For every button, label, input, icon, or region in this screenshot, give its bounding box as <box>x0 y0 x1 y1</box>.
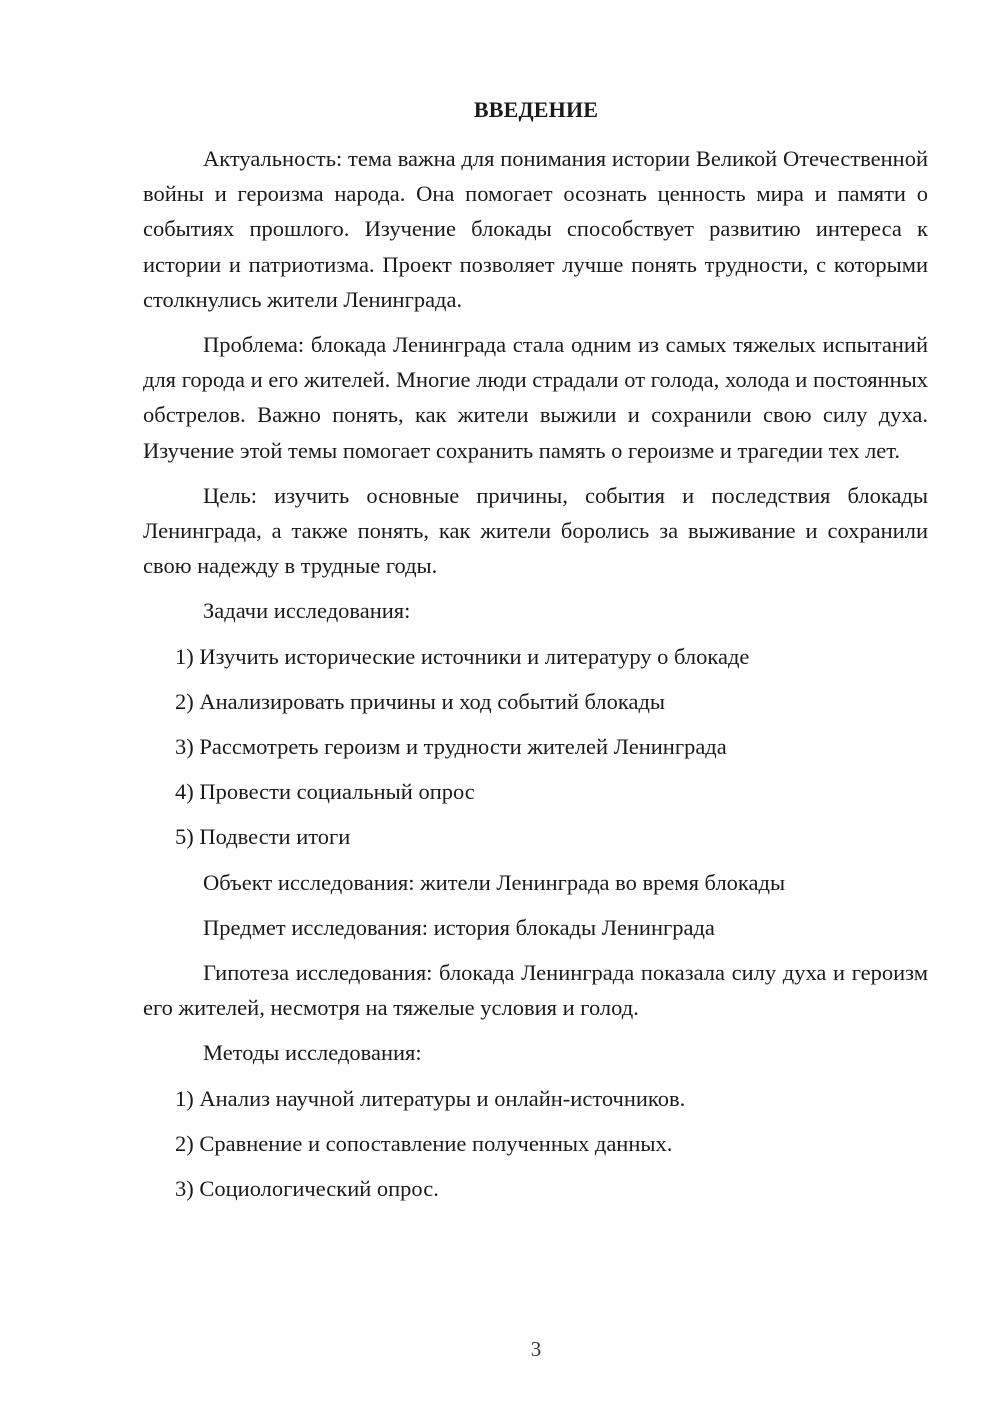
page-number: 3 <box>530 1337 542 1361</box>
problem-paragraph: Проблема: блокада Ленинграда стала одним из самых тяжелых испытаний для города и его жителей. Многие люди страдали от голода, холода и постоянных обстрелов. Важно понять, как жители выжили и сохранили свою силу духа. Изучение этой темы помогает сохранить память о героизме и трагедии тех лет. <box>143 332 928 463</box>
tasks-title: Задачи исследования: <box>203 598 411 624</box>
research-object: Объект исследования: жители Ленинграда во время блокады <box>203 869 786 895</box>
list-item: 3) Социологический опрос. <box>175 1176 439 1202</box>
list-item: 2) Сравнение и сопоставление полученных данных. <box>175 1130 673 1156</box>
list-item: 5) Подвести итоги <box>175 824 351 850</box>
list-item: 1) Анализ научной литературы и онлайн-источников. <box>175 1085 686 1111</box>
goal-paragraph: Цель: изучить основные причины, события и последствия блокады Ленинграда, а также понять, как жители боролись за выживание и сохранили свою надежду в трудные годы. <box>143 482 928 579</box>
relevance-paragraph: Актуальность: тема важна для понимания истории Великой Отечественной войны и героизма народа. Она помогает осознать ценность мира и памяти о событиях прошлого. Изучение блокады способствует развитию интереса к истории и патриотизма. Проект позволяет лучше понять трудности, с которыми столкнулись жители Ленинграда. <box>143 146 928 312</box>
list-item: 4) Провести социальный опрос <box>175 779 475 805</box>
body-text <box>143 141 928 1216</box>
list-item: 3) Рассмотреть героизм и трудности жителей Ленинграда <box>175 734 727 760</box>
methods-title: Методы исследования: <box>203 1040 422 1066</box>
hypothesis-paragraph: Гипотеза исследования: блокада Ленинграда показала силу духа и героизм его жителей, несмотря на тяжелые условия и голод. <box>143 960 928 1021</box>
section-heading: ВВЕДЕНИЕ <box>473 97 599 122</box>
list-item: 1) Изучить исторические источники и литературу о блокаде <box>175 643 750 669</box>
list-item: 2) Анализировать причины и ход событий блокады <box>175 688 666 714</box>
research-subject: Предмет исследования: история блокады Ленинграда <box>203 914 715 940</box>
